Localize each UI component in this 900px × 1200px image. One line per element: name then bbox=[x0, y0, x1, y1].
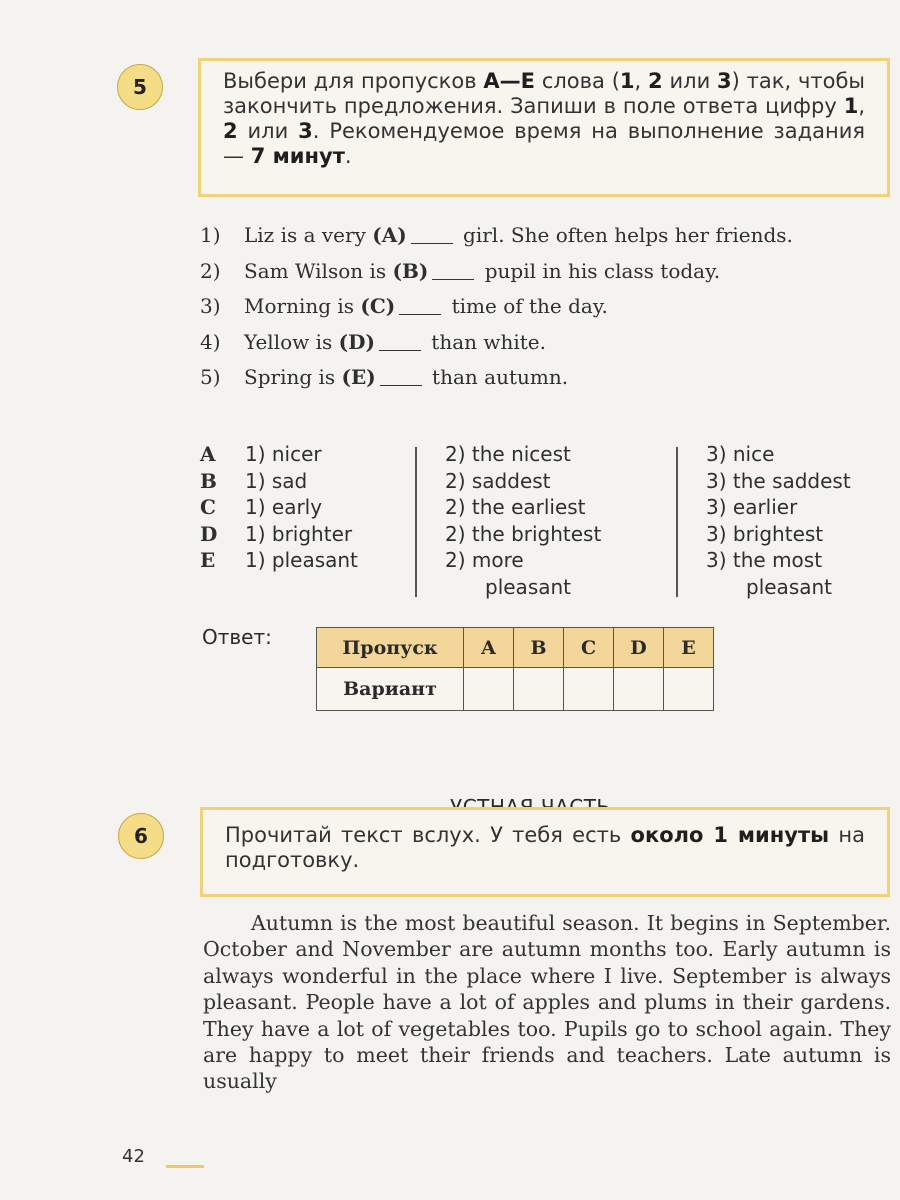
task5-instruction-box bbox=[198, 58, 890, 197]
answer-cell-d[interactable] bbox=[614, 668, 664, 711]
sentence-before: Morning is bbox=[244, 294, 361, 318]
sentence-after: than white. bbox=[424, 329, 546, 354]
page-number: 42 bbox=[122, 1146, 145, 1167]
gap-letter: (C) bbox=[360, 294, 396, 318]
sentence-item bbox=[200, 289, 890, 325]
task-number: 6 bbox=[134, 824, 148, 848]
sentence-number: 3) bbox=[200, 294, 221, 318]
option-letter: E bbox=[200, 548, 216, 572]
instruction-run: на подготовку. bbox=[225, 823, 865, 872]
gap-blank bbox=[432, 259, 474, 280]
option-column-2 bbox=[445, 441, 670, 600]
instruction-run: Прочитай текст вслух. У тебя есть bbox=[225, 823, 631, 847]
instruction-run: . Рекомендуемое время на выполнение задания — bbox=[223, 119, 865, 168]
answer-label: Ответ: bbox=[202, 625, 272, 649]
sentence-item bbox=[200, 254, 890, 290]
instruction-emphasis: 2 bbox=[223, 119, 238, 143]
sentence-list bbox=[200, 218, 890, 396]
answer-table-row bbox=[317, 668, 714, 711]
option-item: 1) early bbox=[245, 495, 323, 519]
instruction-run: , bbox=[634, 69, 649, 93]
instruction-run: или bbox=[237, 119, 299, 143]
option-item: 3) the most bbox=[706, 548, 823, 572]
sentence-after: time of the day. bbox=[445, 294, 608, 318]
sentence-before: Sam Wilson is bbox=[244, 258, 393, 283]
sentence-after: pupil in his class today. bbox=[478, 258, 721, 283]
option-item: 2) the brightest bbox=[445, 521, 602, 546]
gap-column: C bbox=[564, 628, 614, 668]
answer-cell-a[interactable] bbox=[464, 668, 514, 711]
sentence-number: 1) bbox=[200, 223, 221, 247]
page-number-rule bbox=[166, 1165, 204, 1168]
gap-column: D bbox=[614, 628, 664, 668]
answer-cell-b[interactable] bbox=[514, 668, 564, 711]
gap-letter: (A) bbox=[372, 223, 407, 247]
gap-letter: (B) bbox=[392, 258, 429, 283]
answer-table-header bbox=[317, 628, 714, 668]
instruction-emphasis: 3 bbox=[717, 69, 732, 93]
gap-column: B bbox=[514, 628, 564, 668]
reading-text: Autumn is the most beautiful season. It begins in September. October and November are autumn months too. Early autumn is always wonderful in the place where I live. September is always pleasant. People have a lot of apples and plums in their gardens. They have a lot of vegetables too. Pupils go to school again. They are happy to meet their friends and teachers. Late autumn is usually bbox=[203, 911, 891, 1094]
instruction-emphasis: 2 bbox=[648, 69, 663, 93]
sentence-text bbox=[244, 289, 890, 325]
gap-blank bbox=[411, 223, 453, 244]
option-item: 3) brightest bbox=[706, 521, 824, 546]
sentence-after: girl. She often helps her friends. bbox=[456, 223, 793, 247]
instruction-emphasis: около 1 минуты bbox=[630, 823, 830, 847]
sentence-text bbox=[244, 325, 890, 361]
task5-instruction-text bbox=[223, 69, 865, 168]
sentence-number: 2) bbox=[200, 258, 221, 283]
answer-cell-e[interactable] bbox=[664, 668, 714, 711]
option-letter: C bbox=[200, 495, 216, 519]
instruction-run: ) так, чтобы закончить предложения. Запиши в поле ответа цифру bbox=[223, 69, 865, 118]
option-item: pleasant bbox=[746, 574, 833, 599]
instruction-emphasis: 7 минут bbox=[250, 144, 345, 168]
gap-letter: (D) bbox=[338, 329, 375, 354]
task6-instruction-text bbox=[225, 823, 865, 872]
column-divider bbox=[676, 447, 678, 597]
task-number-badge bbox=[118, 813, 164, 859]
option-item: 2) more bbox=[445, 548, 524, 572]
instruction-run: Выбери для пропусков bbox=[223, 69, 484, 93]
variant-label: Вариант bbox=[317, 668, 464, 711]
option-item: 2) saddest bbox=[445, 468, 551, 493]
gap-header: Пропуск bbox=[317, 628, 464, 668]
gap-column: A bbox=[464, 628, 514, 668]
option-item: 3) earlier bbox=[706, 495, 798, 519]
option-letter: A bbox=[200, 442, 216, 466]
option-item: pleasant bbox=[485, 574, 572, 599]
instruction-emphasis: 3 bbox=[298, 119, 313, 143]
option-column-3 bbox=[706, 441, 896, 600]
sentence-before: Liz is a very bbox=[244, 223, 373, 247]
option-item: 1) brighter bbox=[245, 521, 353, 546]
option-letter: D bbox=[200, 521, 218, 546]
option-item: 1) sad bbox=[245, 468, 308, 493]
option-item: 1) pleasant bbox=[245, 548, 358, 572]
answer-cell-c[interactable] bbox=[564, 668, 614, 711]
sentence-item bbox=[200, 360, 890, 396]
sentence-number: 5) bbox=[200, 365, 221, 389]
task6-instruction-box bbox=[200, 807, 890, 897]
gap-column: E bbox=[664, 628, 714, 668]
sentence-before: Spring is bbox=[244, 365, 342, 389]
instruction-run: слова ( bbox=[535, 69, 620, 93]
instruction-run: . bbox=[344, 144, 352, 168]
option-letters bbox=[200, 441, 230, 574]
sentence-item bbox=[200, 325, 890, 361]
option-column-1 bbox=[245, 441, 415, 574]
option-item: 2) the earliest bbox=[445, 495, 586, 519]
gap-blank bbox=[399, 294, 441, 315]
instruction-emphasis: A—E bbox=[483, 69, 536, 93]
gap-blank bbox=[380, 365, 422, 386]
option-item: 1) nicer bbox=[245, 442, 322, 466]
column-divider bbox=[415, 447, 417, 597]
sentence-text bbox=[244, 360, 890, 396]
option-letter: B bbox=[200, 468, 217, 493]
instruction-emphasis: 1 bbox=[843, 94, 859, 118]
instruction-run: или bbox=[662, 69, 718, 93]
option-item: 3) nice bbox=[706, 442, 775, 466]
answer-table bbox=[316, 627, 714, 711]
sentence-number: 4) bbox=[200, 329, 221, 354]
option-item: 2) the nicest bbox=[445, 442, 571, 466]
sentence-before: Yellow is bbox=[244, 329, 339, 354]
gap-letter: (E) bbox=[341, 365, 376, 389]
sentence-text bbox=[244, 218, 890, 254]
option-item: 3) the saddest bbox=[706, 468, 851, 493]
task-number-badge bbox=[117, 64, 163, 110]
sentence-item bbox=[200, 218, 890, 254]
instruction-run: , bbox=[858, 94, 865, 118]
sentence-after: than autumn. bbox=[425, 365, 569, 389]
task-number: 5 bbox=[133, 75, 147, 99]
instruction-emphasis: 1 bbox=[619, 69, 635, 93]
sentence-text bbox=[244, 254, 890, 290]
gap-blank bbox=[379, 330, 421, 351]
